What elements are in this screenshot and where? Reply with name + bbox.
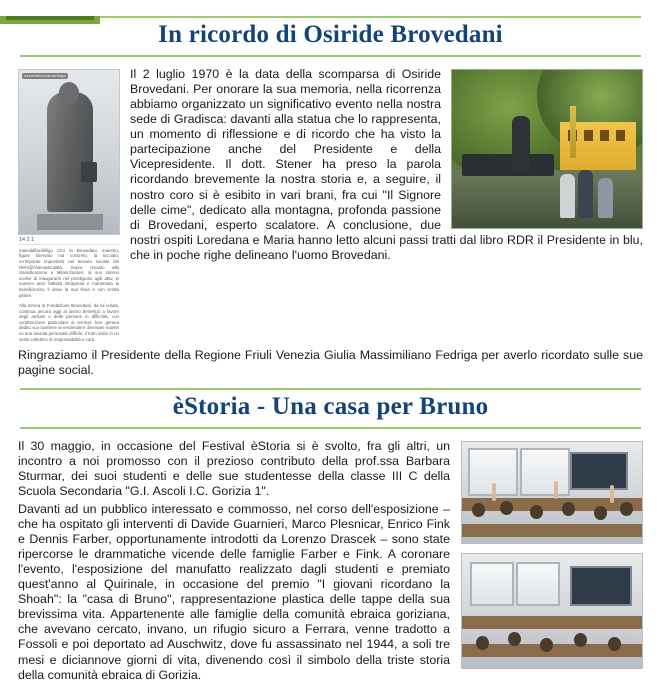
statue-photo: [18, 69, 120, 235]
top-banner-inner-bar: [6, 16, 94, 20]
photo-account-badge: ossiridebrovedanispa: [24, 72, 66, 78]
raised-arm-shape: [554, 481, 558, 499]
caption-paragraph-2: Alla tornea la Fondazione Brovedani, da lui voluta, continua ancora oggi al lavoro beneficio a favore degli anziani e delle persone in difficoltà, con un'attenzione particolare ai territori, fare genera dedito suo sostiene ai rendendere diversare mainte ce una avviata personale difficile, il tutto insito in un sesto collettivo di responsabilità e cura.: [19, 303, 119, 342]
article-2-body: [14, 439, 647, 685]
classroom-photo-bottom: [461, 553, 643, 669]
caption-paragraph-1: masolidifacilitiligo Ciro la Brovedani, maestro, figure riservato ma concreto, la lucciato, un'imponto impuntarsi nel tessuto sociale del RM's@chiesaiaCipitta. Sopra rimasto alla classificazione e Milano'lazaeri, al suo interno scelse di inaugurarlo nel prestigioso agili attiv, in numero anni l'attività intrapresa e mantenuta la beneficienza; li visse la sua linea e con scritta pittore.: [19, 247, 119, 298]
article-osiride-brovedani: [14, 16, 647, 378]
statue-shape: [512, 116, 530, 172]
window-shape: [516, 562, 560, 606]
student-head-shape: [472, 503, 485, 517]
student-head-shape: [508, 632, 521, 646]
social-reactions-row: [18, 235, 120, 245]
document-page: [0, 16, 661, 682]
statue-briefcase-shape: [81, 162, 97, 182]
person-shape: [598, 178, 613, 218]
ground-shape: [452, 170, 642, 228]
reaction-counts: 14 2 1: [19, 236, 34, 243]
statue-pedestal-shape: [37, 214, 103, 230]
article-1-text-tail: [18, 346, 643, 378]
person-shape: [578, 170, 593, 218]
top-banner-remnant: [0, 16, 100, 24]
window-shape: [584, 130, 593, 141]
student-head-shape: [620, 502, 633, 516]
article-1-body: [14, 67, 647, 379]
article-1-title: In ricordo di Osiride Brovedani: [158, 21, 503, 48]
student-head-shape: [476, 636, 489, 650]
raised-arm-shape: [492, 483, 496, 501]
students-shapes: [462, 622, 642, 668]
window-shape: [616, 130, 625, 141]
student-head-shape: [540, 638, 553, 652]
projector-screen-shape: [570, 566, 632, 606]
student-head-shape: [594, 506, 607, 520]
ceremony-photo: [451, 69, 643, 229]
article-1-title-box: [20, 16, 641, 57]
article-1-left-caption: [18, 245, 120, 343]
student-head-shape: [574, 633, 587, 647]
raised-arm-shape: [610, 485, 614, 503]
gazebo-shape: [462, 154, 554, 176]
student-head-shape: [562, 502, 575, 516]
article-2-title-box: [20, 388, 641, 429]
article-2-paragraph-1: Il 30 maggio, in occasione del Festival èStoria si è svolto, fra gli altri, un incontro a noi promosso con il prezioso contributo della prof.ssa Barbara Sturmar, dei suoi studenti e delle sue studentesse della classe III C della Scuola Secondaria "G.I. Ascoli I.C. Gorizia 1".: [18, 439, 450, 499]
article-2-title: èStoria - Una casa per Bruno: [172, 393, 489, 421]
statue-body-shape: [47, 92, 93, 212]
article-estoria-casa-per-bruno: [14, 388, 647, 684]
students-shapes: [462, 497, 642, 543]
article-1-right-figure: [451, 69, 643, 229]
flag-pole-shape: [570, 106, 576, 158]
window-shape: [520, 448, 570, 496]
article-1-left-figure: [18, 69, 120, 343]
article-1-paragraph-1: Il 2 luglio 1970 è la data della scomparsa di Osiride Brovedani. Per onorare la sua memoria, nella ricorrenza abbiamo organizzato un significativo evento nella nostra sede di Gradisca: davanti alla statua che lo rappresenta, un momento di riflessione e di ricordo che ha visto la partecipazione anche del Presidente e della Vicepresidente. Il dott. Stener ha preso la parola ricordando brevemente la nostra storia e, a seguire, il nostro coro si è esibito in vari brani, fra cui "Il Signore delle cime", dedicato alla montagna, profonda passione di Brovedani, esperto scalatore. A conclusione, due nostri ospiti Loredana e Maria hanno letto alcuni passi tratti dal libro RDR il Presidente in blu, che in poche righe delineano l'uomo Brovedani.: [130, 66, 643, 262]
article-1-paragraph-2: Ringraziamo il Presidente della Regione Friuli Venezia Giulia Massimiliano Fedriga per averlo ricordato sulle sue pagine social.: [18, 348, 643, 378]
window-shape: [600, 130, 609, 141]
statue-head-shape: [59, 82, 79, 104]
projector-screen-shape: [570, 452, 628, 490]
student-head-shape: [608, 637, 621, 651]
classroom-photo-top: [461, 441, 643, 544]
student-head-shape: [530, 505, 543, 519]
article-2-right-figures: [461, 441, 643, 669]
person-shape: [560, 174, 575, 218]
article-2-paragraph-2: Davanti ad un pubblico interessato e commosso, nel corso dell'esposizione – che ha ospitato gli interventi di Davide Guarnieri, Marco Plesnicar, Enrico Fink e Dennis Farber, opportunamente introdotti da Lorenzo Drascek – sono state ripercorse le drammatiche vicende delle famiglie Farber e Fink. A coronare l'evento, l'esposizione del manufatto realizzato dagli studenti e premiato quest'anno al Quirinale, in occasione del premio "I giovani ricordano la Shoah": la "casa di Bruno", rappresentazione plastica delle tappe della sua brevissima vita. Appartenente alle famiglie della comunità ebraica goriziana, che avevano cercato, invano, un rifugio sicuro a Ferrara, venne tradotto a Fossoli e poi deportato ad Auschwitz, dove fu assassinato nel 1944, a soli tre mesi e diciannove giorni di vita, divenendo così il simbolo della triste storia della comunità ebraica di Gorizia.: [18, 501, 450, 682]
student-head-shape: [500, 501, 513, 515]
window-shape: [470, 562, 514, 606]
